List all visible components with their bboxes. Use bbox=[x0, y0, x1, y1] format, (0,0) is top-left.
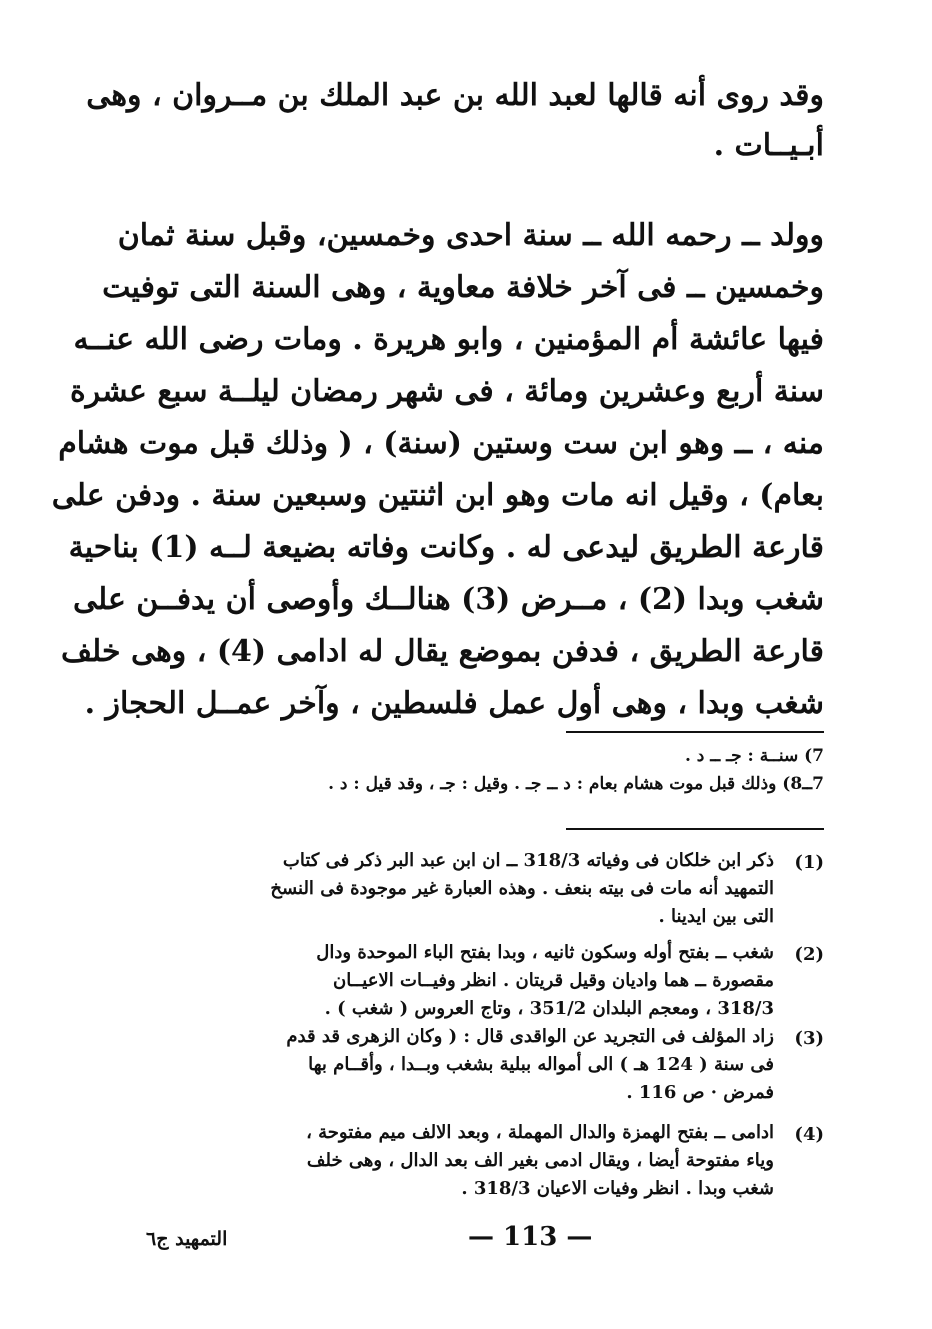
footnote-1-number: (1) bbox=[794, 852, 824, 873]
footnote-4-line-3: شغب وبدا . انظر وفيات الاعيان 318/3 . bbox=[461, 1178, 774, 1199]
body-line-8: شغب وبدا (2) ، مــرض (3) هنالــك وأوصى أن يدفــن على bbox=[73, 582, 824, 617]
footnote-3-number: (3) bbox=[794, 1028, 824, 1049]
body-line-7: قارعة الطريق ليدعى له . وكانت وفاته بضيعة لــه (1) بناحية bbox=[68, 530, 824, 565]
footnote-2-line-2: مقصورة ــ هما واديان وقيل قريتان . انظر وفيــات الاعيــان bbox=[333, 970, 774, 991]
intro-line-1: وقد روى أنه قالها لعبد الله بن عبد الملك بن مــروان ، وهى bbox=[86, 78, 824, 113]
footnote-1-line-1: ذكر ابن خلكان فى وفياته 318/3 ــ ان ابن عبد البر ذكر فى كتاب bbox=[282, 850, 774, 871]
footnote-4-line-2: وياء مفتوحة أيضا ، ويقال ادمى بغير الف بعد الدال ، وهى خلف bbox=[306, 1150, 774, 1171]
footnote-3-line-3: فمرض · ص 116 . bbox=[626, 1082, 774, 1103]
footnote-1-line-3: التى بين ايدينا . bbox=[658, 906, 774, 927]
body-line-4: سنة أربع وعشرين ومائة ، فى شهر رمضان ليلــة سبع عشرة bbox=[69, 374, 824, 409]
body-line-3: فيها عائشة أم المؤمنين ، وابو هريرة . ومات رضى الله عنــه bbox=[73, 322, 824, 357]
body-line-5: منه ، ــ وهو ابن ست وستين (سنة) ، ( وذلك قبل موت هشام bbox=[58, 426, 824, 461]
footnotes-divider bbox=[566, 828, 824, 830]
body-line-6: بعام) ، وقيل انه مات وهو ابن اثنتين وسبعين سنة . ودفن على bbox=[51, 478, 824, 513]
body-line-10: شغب وبدا ، وهى أول عمل فلسطين ، وآخر عمــل الحجاز . bbox=[84, 686, 824, 721]
footnote-3-line-1: زاد المؤلف فى التجريد عن الواقدى قال : ( وكان الزهرى قد قدم bbox=[286, 1026, 774, 1047]
body-line-2: وخمسين ــ فى آخر خلافة معاوية ، وهى السنة التى توفيت bbox=[102, 270, 824, 305]
footnote-2-line-3: 318/3 ، ومعجم البلدان 351/2 ، وتاج العروس ( شغب ) . bbox=[324, 998, 774, 1019]
footnote-2-number: (2) bbox=[794, 944, 824, 965]
body-line-9: قارعة الطريق ، فدفن بموضع يقال له ادامى (4) ، وهى خلف bbox=[60, 634, 824, 669]
footnote-3-line-2: فى سنة ( 124 هـ ) الى أمواله ببلية بشغب وبــدا ، وأقــام بها bbox=[308, 1054, 774, 1075]
variant-note-2: 7ــ8) وذلك قبل موت هشام بعام : د ــ جـ . وقيل : جـ ، وقد قيل : د . bbox=[328, 774, 824, 794]
variant-note-1: 7) سنــة : جـ ــ د . bbox=[684, 746, 824, 766]
page-number: — 113 — bbox=[468, 1222, 593, 1252]
book-volume-label: التمهيد ج٦ bbox=[146, 1228, 228, 1250]
body-line-1: وولد ــ رحمه الله ــ سنة احدى وخمسين، وقبل سنة ثمان bbox=[117, 218, 824, 253]
footnote-4-line-1: ادامى ــ بفتح الهمزة والدال المهملة ، وبعد الالف ميم مفتوحة ، bbox=[306, 1122, 774, 1143]
variants-divider bbox=[566, 731, 824, 733]
footnote-2-line-1: شغب ــ بفتح أوله وسكون ثانيه ، وبدا بفتح الباء الموحدة ودال bbox=[316, 942, 774, 963]
footnote-4-number: (4) bbox=[794, 1124, 824, 1145]
intro-line-2: أبـيــات . bbox=[713, 128, 824, 163]
footnote-1-line-2: التمهيد أنه مات فى بيته بنعف . وهذه العبارة غير موجودة فى النسخ bbox=[270, 878, 774, 899]
